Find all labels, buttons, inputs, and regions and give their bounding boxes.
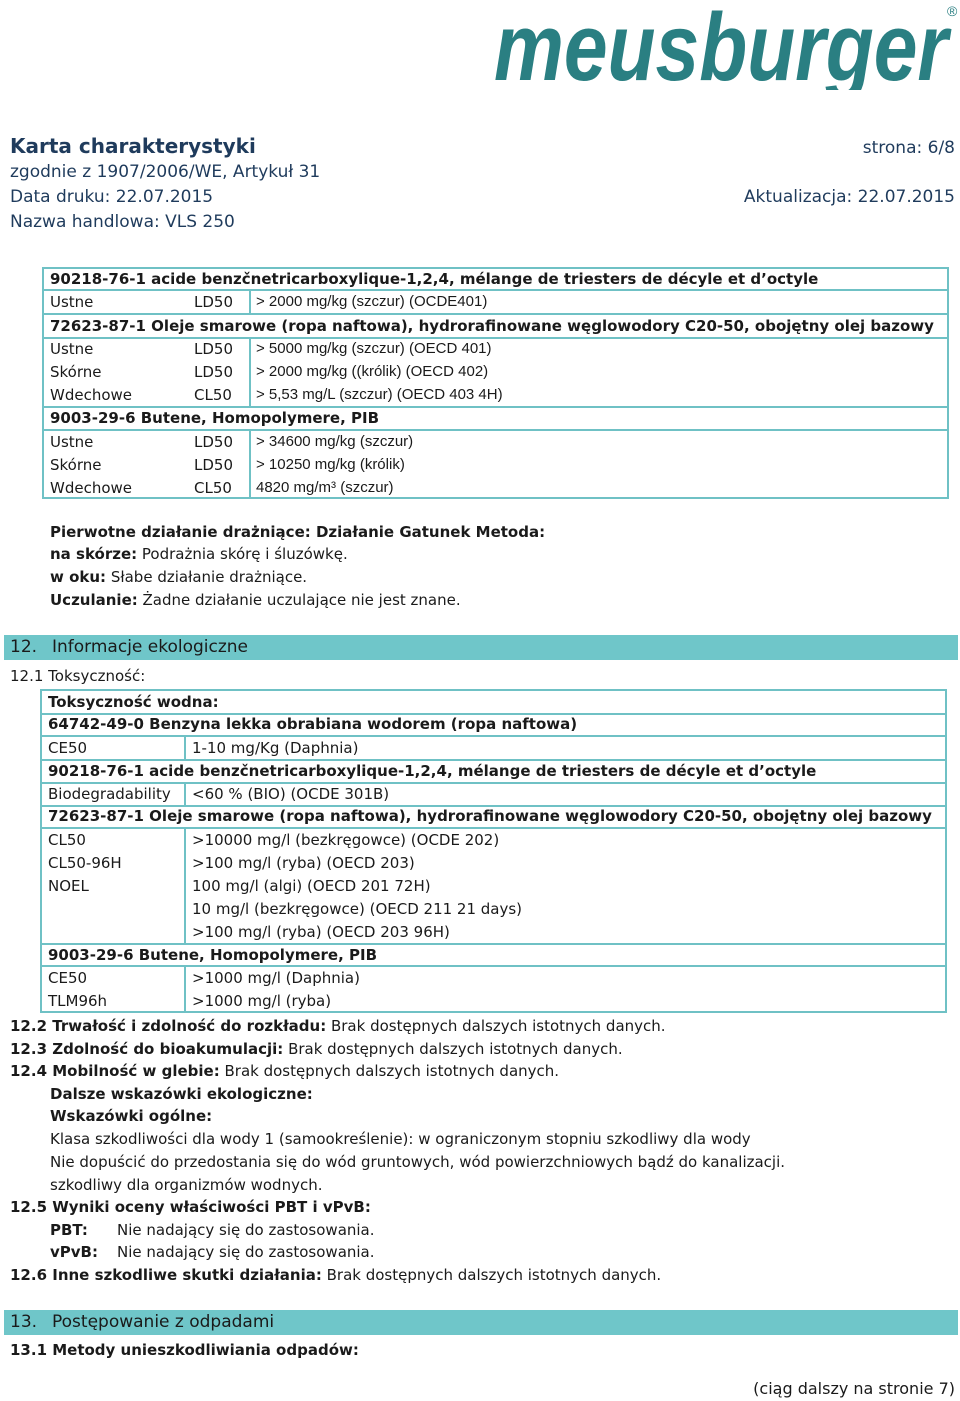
toxicity-table xyxy=(42,267,949,499)
s124-label: 12.4 Mobilność w glebie: xyxy=(10,1062,220,1080)
tox-route: Skórne xyxy=(50,363,102,381)
eco-param: CE50 xyxy=(48,969,88,987)
eco-value: >100 mg/l (ryba) (OECD 203 96H) xyxy=(192,923,450,941)
eco-param: NOEL xyxy=(48,877,89,895)
s126-label: 12.6 Inne szkodliwe skutki działania: xyxy=(10,1266,322,1284)
tox-value: > 34600 mg/kg (szczur) xyxy=(256,433,414,450)
further-eco-label: Dalsze wskazówki ekologiczne: xyxy=(50,1085,313,1103)
registered-mark: ® xyxy=(947,3,958,19)
tox-param: LD50 xyxy=(194,293,233,311)
eco-value: >1000 mg/l (Daphnia) xyxy=(192,969,360,987)
irritation-skin xyxy=(50,545,348,563)
general-line-3: szkodliwy dla organizmów wodnych. xyxy=(50,1176,323,1194)
eco-param: CE50 xyxy=(48,739,88,757)
irritation-eye xyxy=(50,568,307,586)
tox-param: LD50 xyxy=(194,340,233,358)
eco-heading-3: 72623-87-1 Oleje smarowe (ropa naftowa), hydrorafinowane węglowodory C20-50, obojętny olej bazowy xyxy=(48,807,932,825)
brand-logo xyxy=(494,0,960,94)
s124-text: Brak dostępnych dalszych istotnych danych. xyxy=(224,1062,560,1080)
tox-param: LD50 xyxy=(194,363,233,381)
tox-param: LD50 xyxy=(194,456,233,474)
document-title: Karta charakterystyki xyxy=(10,134,256,158)
pbt-label: PBT: xyxy=(50,1221,88,1239)
logo-wordmark: meusburger xyxy=(494,0,952,90)
s126-text: Brak dostępnych dalszych istotnych danych. xyxy=(326,1266,662,1284)
eco-value: >100 mg/l (ryba) (OECD 203) xyxy=(192,854,415,872)
tox-value: > 10250 mg/kg (królik) xyxy=(256,456,405,473)
s123-label: 12.3 Zdolność do bioakumulacji: xyxy=(10,1040,284,1058)
eco-value: <60 % (BIO) (OCDE 301B) xyxy=(192,785,390,803)
eco-param: CL50 xyxy=(48,831,86,849)
subsection-12-1: 12.1 Toksyczność: xyxy=(10,667,146,685)
tox-route: Ustne xyxy=(50,340,94,358)
tox-route: Ustne xyxy=(50,433,94,451)
update-date: Aktualizacja: 22.07.2015 xyxy=(743,187,955,207)
print-date: Data druku: 22.07.2015 xyxy=(10,187,214,207)
irritation-sensitisation xyxy=(50,591,461,609)
eco-heading-1: 64742-49-0 Benzyna lekka obrabiana wodorem (ropa naftowa) xyxy=(48,715,578,733)
eco-param: CL50-96H xyxy=(48,854,122,872)
s122-label: 12.2 Trwałość i zdolność do rozkładu: xyxy=(10,1017,327,1035)
eco-value: 1-10 mg/Kg (Daphnia) xyxy=(192,739,359,757)
continued-note: (ciąg dalszy na stronie 7) xyxy=(753,1379,955,1398)
subsection-12-2 xyxy=(10,1017,666,1035)
tox-heading-3: 9003-29-6 Butene, Homopolymere, PIB xyxy=(50,409,380,427)
tox-heading-1: 90218-76-1 acide benzčnetricarboxylique-1,2,4, mélange de triesters de décyle et d’octyle xyxy=(50,270,819,288)
eco-param: TLM96h xyxy=(48,992,108,1010)
tox-value: > 5,53 mg/L (szczur) (OECD 403 4H) xyxy=(256,386,503,403)
general-line-2: Nie dopuścić do przedostania się do wód gruntowych, wód powierzchniowych bądź do kanalizacji. xyxy=(50,1153,786,1171)
vpvb-text: Nie nadający się do zastosowania. xyxy=(117,1243,375,1261)
eco-value: >10000 mg/l (bezkręgowce) (OCDE 202) xyxy=(192,831,500,849)
tox-route: Wdechowe xyxy=(50,479,133,497)
page-number: strona: 6/8 xyxy=(862,138,955,158)
irritation-heading: Pierwotne działanie drażniące: Działanie Gatunek Metoda: xyxy=(50,523,546,541)
pbt-text: Nie nadający się do zastosowania. xyxy=(117,1221,375,1239)
eco-value: 10 mg/l (bezkręgowce) (OECD 211 21 days) xyxy=(192,900,523,918)
eco-heading-2: 90218-76-1 acide benzčnetricarboxylique-1,2,4, mélange de triesters de décyle et d’octyle xyxy=(48,762,817,780)
tox-route: Ustne xyxy=(50,293,94,311)
eco-value: 100 mg/l (algi) (OECD 201 72H) xyxy=(192,877,431,895)
tox-value: > 2000 mg/kg (szczur) (OCDE401) xyxy=(256,293,488,310)
tox-route: Wdechowe xyxy=(50,386,133,404)
tox-value: > 2000 mg/kg ((królik) (OECD 402) xyxy=(256,363,489,380)
tox-heading-2: 72623-87-1 Oleje smarowe (ropa naftowa), hydrorafinowane węglowodory C20-50, obojętny olej bazowy xyxy=(50,317,934,335)
eye-text: Słabe działanie drażniące. xyxy=(110,568,308,586)
regulation-reference: zgodnie z 1907/2006/WE, Artykuł 31 xyxy=(10,162,321,182)
tox-param: CL50 xyxy=(194,386,232,404)
s123-text: Brak dostępnych dalszych istotnych danych. xyxy=(288,1040,623,1058)
tox-param: CL50 xyxy=(194,479,232,497)
tox-value: > 5000 mg/kg (szczur) (OECD 401) xyxy=(256,340,492,357)
section-number: 12. xyxy=(10,637,38,657)
section-number: 13. xyxy=(10,1312,38,1332)
vpvb-label: vPvB: xyxy=(50,1243,98,1261)
general-label: Wskazówki ogólne: xyxy=(50,1107,213,1125)
subsection-12-3 xyxy=(10,1040,623,1058)
subsection-13-1: 13.1 Metody unieszkodliwiania odpadów: xyxy=(10,1341,359,1359)
eye-label: w oku: xyxy=(50,568,107,586)
sens-text: Żadne działanie uczulające nie jest znane. xyxy=(142,591,461,609)
tox-param: LD50 xyxy=(194,433,233,451)
general-line-1: Klasa szkodliwości dla wody 1 (samookreślenie): w ograniczonym stopniu szkodliwy dla wody xyxy=(50,1130,751,1148)
eco-param: Biodegradability xyxy=(48,785,171,803)
trade-name: Nazwa handlowa: VLS 250 xyxy=(10,212,235,232)
section-13-header xyxy=(4,1310,958,1335)
tox-value: 4820 mg/m³ (szczur) xyxy=(256,479,394,496)
eco-heading-4: 9003-29-6 Butene, Homopolymere, PIB xyxy=(48,946,378,964)
section-title: Postępowanie z odpadami xyxy=(52,1312,275,1332)
skin-label: na skórze: xyxy=(50,545,138,563)
subsection-12-5: 12.5 Wyniki oceny właściwości PBT i vPvB: xyxy=(10,1198,371,1216)
eco-value: >1000 mg/l (ryba) xyxy=(192,992,332,1010)
section-title: Informacje ekologiczne xyxy=(52,637,249,657)
s122-text: Brak dostępnych dalszych istotnych danych. xyxy=(330,1017,666,1035)
skin-text: Podrażnia skórę i śluzówkę. xyxy=(141,545,348,563)
sens-label: Uczulanie: xyxy=(50,591,138,609)
eco-table-title: Toksyczność wodna: xyxy=(48,693,219,711)
tox-route: Skórne xyxy=(50,456,102,474)
subsection-12-4 xyxy=(10,1062,559,1080)
section-12-header xyxy=(4,635,958,660)
subsection-12-6 xyxy=(10,1266,661,1284)
